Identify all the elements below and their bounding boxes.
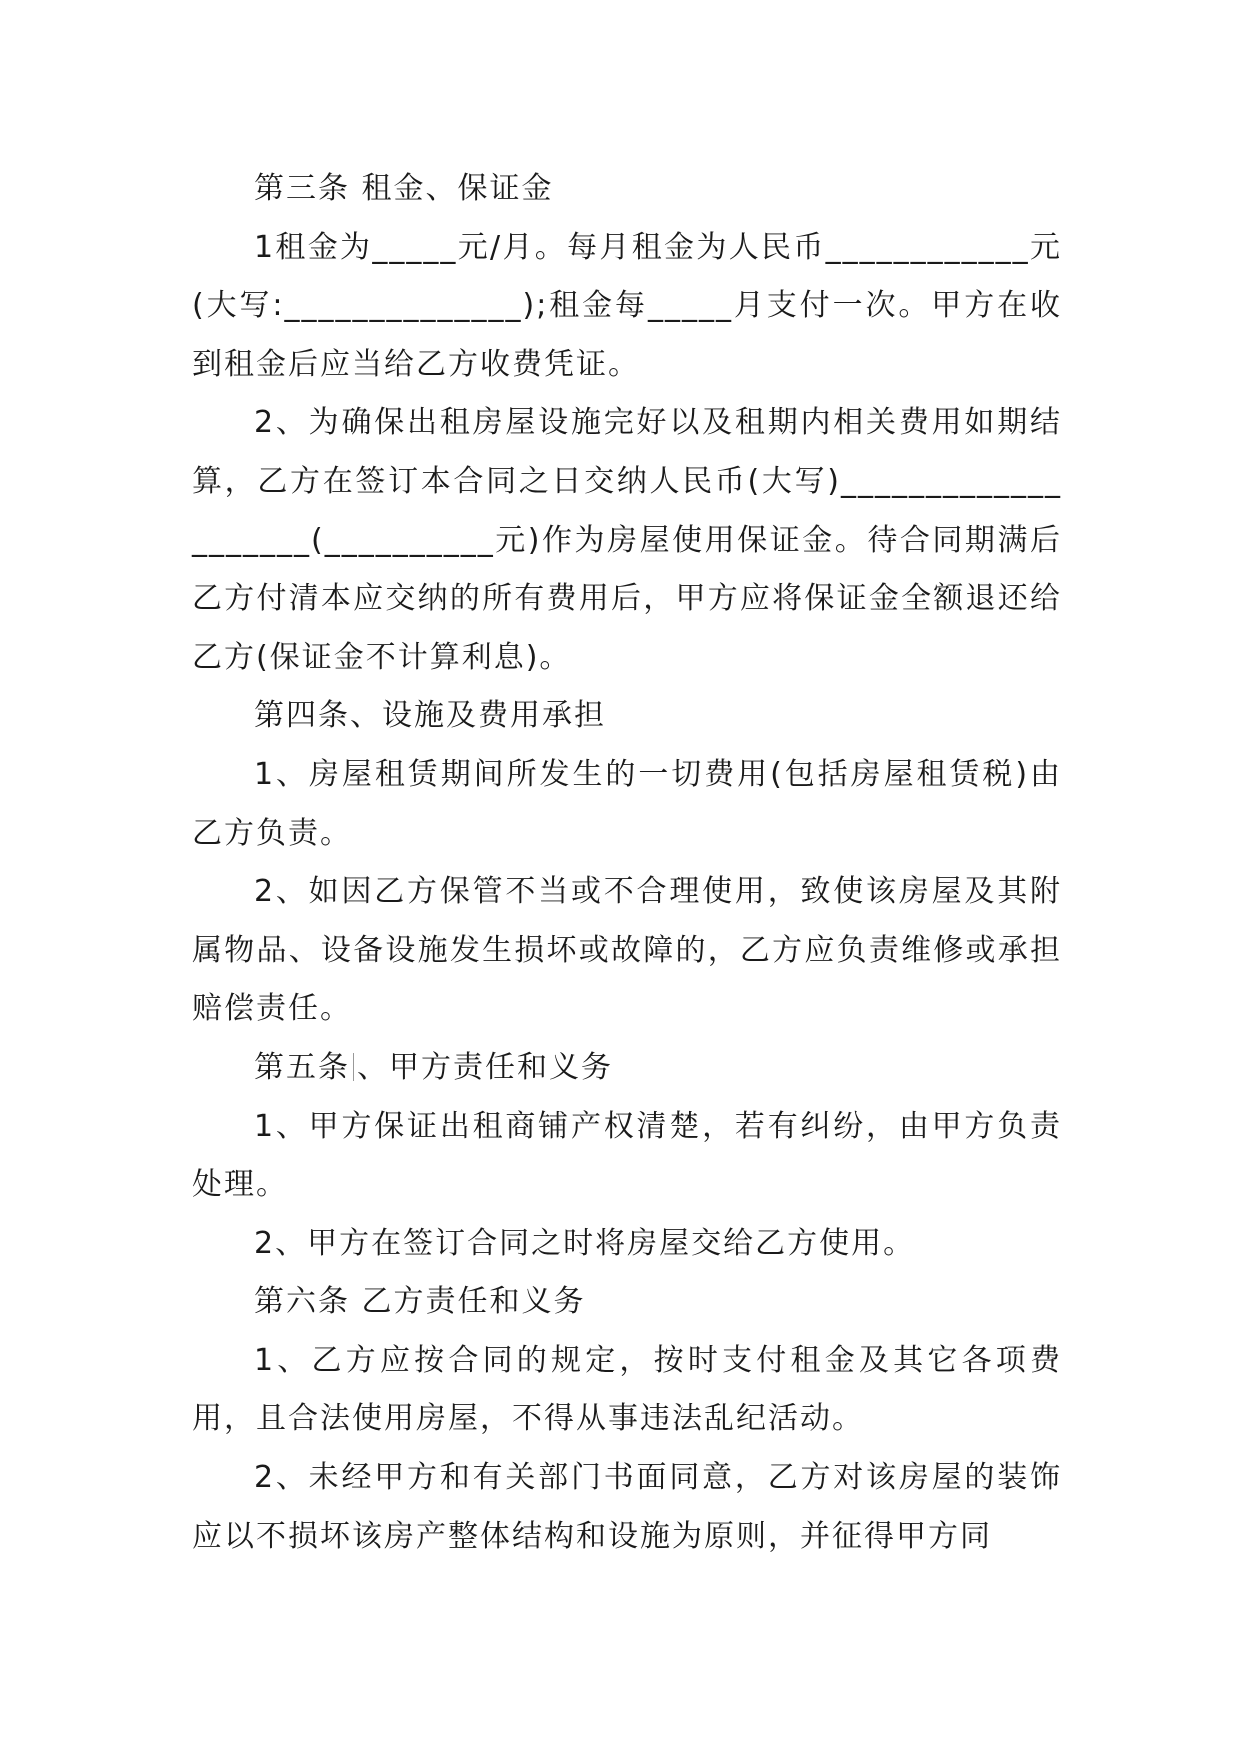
article-6-item-1: 1、乙方应按合同的规定，按时支付租金及其它各项费用，且合法使用房屋，不得从事违法乱纪活动。: [192, 1342, 1062, 1437]
text-cursor: [353, 1053, 354, 1081]
article-3-item-1: 1租金为_____元/月。每月租金为人民币____________元(大写:______________);租金每_____月支付一次。甲方在收到租金后应当给乙方收费凭证。: [192, 229, 1062, 382]
article-4-heading: 第四条、设施及费用承担: [254, 698, 606, 734]
article-6-item-2: 2、未经甲方和有关部门书面同意，乙方对该房屋的装饰应以不损坏该房产整体结构和设施为原则，并征得甲方同: [192, 1460, 1062, 1554]
article-4-item-1: 1、房屋租赁期间所发生的一切费用(包括房屋租赁税)由乙方负责。: [192, 756, 1062, 851]
article-3-heading: 第三条 租金、保证金: [254, 171, 554, 206]
article-5-item-1: 1、甲方保证出租商铺产权清楚，若有纠纷，由甲方负责处理。: [192, 1108, 1062, 1203]
document-body: [192, 160, 1062, 1566]
article-3-item-2: 2、为确保出租房屋设施完好以及租期内相关费用如期结算，乙方在签订本合同之日交纳人民币(大写)____________________(__________元)作为房屋使用保证金。待合同期满后乙方付清本应交纳的所有费用后，甲方应将保证金全额退还给乙方(保证金不计算利息)。: [192, 405, 1062, 675]
article-5-heading-start: 第五条: [254, 1049, 350, 1085]
article-5-heading: [192, 1039, 1062, 1098]
article-4-item-2: 2、如因乙方保管不当或不合理使用，致使该房屋及其附属物品、设备设施发生损坏或故障的，乙方应负责维修或承担赔偿责任。: [192, 874, 1062, 1027]
article-5-heading-end: 、甲方责任和义务: [357, 1049, 613, 1085]
article-6-heading: 第六条 乙方责任和义务: [254, 1284, 586, 1320]
article-5-item-2: 2、甲方在签订合同之时将房屋交给乙方使用。: [254, 1225, 916, 1261]
